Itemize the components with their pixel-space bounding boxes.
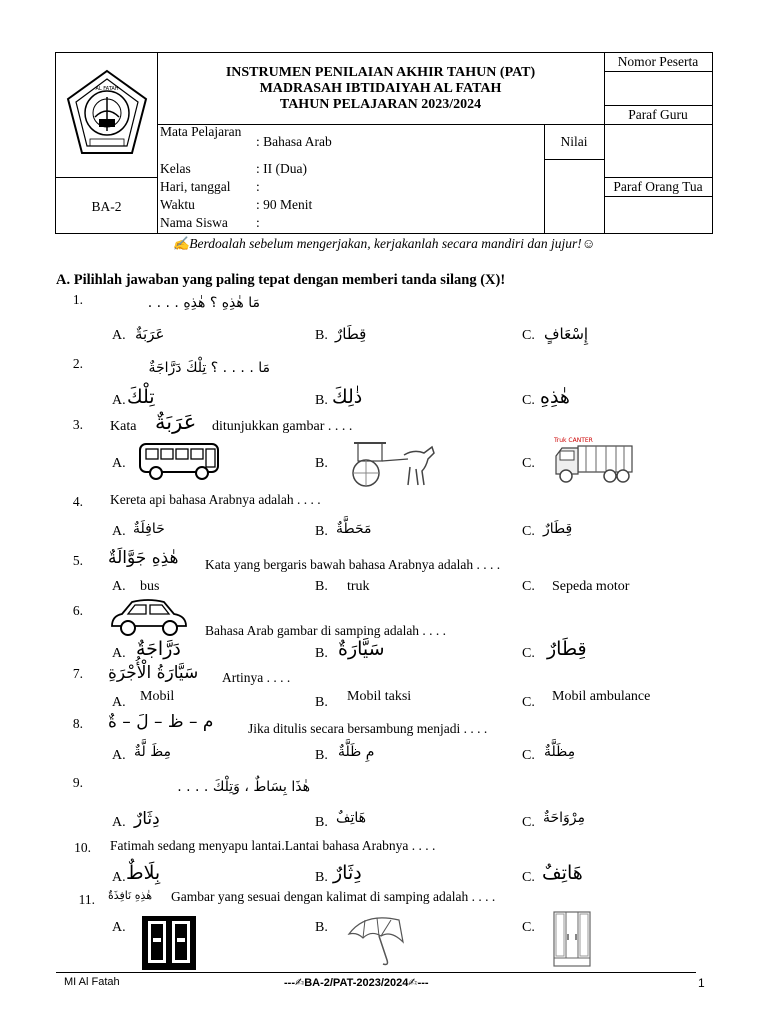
header-table [55,52,713,234]
option-letter: B. [315,524,328,539]
field-value-mapel: : Bahasa Arab [256,134,332,149]
truck-image[interactable] [552,434,634,491]
q8-text-post: Jika ditulis secara bersambung menjadi . . . . [248,721,488,736]
option-letter: C. [522,646,535,661]
paraf-guru-label: Paraf Guru [628,107,688,122]
q5-option-a[interactable]: bus [140,579,160,594]
option-letter: B. [315,815,328,830]
question-number: 5. [72,553,83,568]
q7-option-a[interactable]: Mobil [140,689,175,704]
q8-option-b[interactable]: مِ ظَلَّةٌ [338,744,375,760]
q7-text-arabic: سَيَّارَةُ الْأُجْرَةِ [108,663,199,683]
option-letter: A. [112,748,126,763]
option-letter: B. [315,870,328,885]
option-letter: A. [112,695,126,710]
title-line-2: MADRASAH IBTIDAIYAH AL FATAH [259,81,502,96]
exam-code: BA-2 [91,199,122,214]
field-value-kelas: : II (Dua) [256,161,307,176]
q7-text-post: Artinya . . . . [222,670,291,685]
option-letter: B. [315,579,328,594]
question-number: 10. [74,840,91,855]
field-label-kelas: Kelas [160,161,191,176]
q5-option-b[interactable]: truk [347,579,370,594]
footer-rule [56,972,696,973]
question-number: 11. [78,892,95,907]
option-letter: C. [522,815,535,830]
option-letter: C. [522,579,535,594]
option-letter: B. [315,646,328,661]
question-10-text: Fatimah sedang menyapu lantai.Lantai bahasa Arabnya . . . . [110,838,436,853]
q8-option-c[interactable]: مِظَلَّةٌ [544,744,576,760]
q4-option-c[interactable]: قِطَارٌ [543,521,573,537]
option-letter: B. [315,328,328,343]
field-label-waktu: Waktu [160,197,195,212]
q4-option-b[interactable]: مَحَطَّةٌ [336,521,372,537]
nomor-peserta-label: Nomor Peserta [617,54,699,69]
option-letter: B. [315,456,328,471]
school-logo [64,57,150,173]
option-letter: A. [112,920,126,935]
question-number: 8. [72,716,83,731]
field-label-nama: Nama Siswa [160,215,228,230]
q6-option-b[interactable]: سَيَّارَةٌ [338,638,385,660]
question-number: 9. [72,775,83,790]
q3-text-post: ditunjukkan gambar . . . . [212,419,353,434]
q8-text-arabic: م – ظ – لَ – ةٌ [108,712,214,732]
question-number: 4. [72,494,83,509]
title-line-1: INSTRUMEN PENILAIAN AKHIR TAHUN (PAT) [225,65,536,80]
question-number: 2. [72,356,83,371]
q5-text-arabic: هٰذِهِ جَوَّالَةٌ [108,548,179,568]
q9-option-c[interactable]: مِرْوَاحَةٌ [543,810,586,826]
option-letter: A. [112,579,126,594]
field-value-nama: : [256,215,260,230]
svg-text:AL FATAH: AL FATAH [95,86,119,92]
field-value-hari: : [256,179,260,194]
option-letter: C. [522,456,535,471]
q3-text-arabic: عَرَبَةٌ [155,410,197,434]
option-letter: B. [315,393,328,408]
q4-option-a[interactable]: حَافِلَةٌ [133,521,165,537]
q9-option-b[interactable]: هَاتِفٌ [336,810,367,826]
option-letter: A. [112,646,126,661]
option-letter: A. [112,815,126,830]
option-letter: C. [522,870,535,885]
instruction-text: ✍Berdoalah sebelum mengerjakan, kerjakanlah secara mandiri dan jujur!☺ [172,236,596,251]
window-image[interactable] [140,914,198,977]
option-letter: A. [112,328,126,343]
option-letter: C. [522,393,535,408]
question-1-text: مَا هٰذِهِ ؟ هٰذِهِ . . . . [147,295,260,311]
q1-option-b[interactable]: قِطَارٌ [335,325,367,343]
question-2-text: مَا . . . . ؟ تِلْكَ دَرَّاجَةٌ [148,360,270,376]
q10-option-c[interactable]: هَاتِفٌ [542,862,583,884]
question-4-text: Kereta api bahasa Arabnya adalah . . . . [110,492,321,507]
option-letter: C. [522,524,535,539]
paraf-ortu-label: Paraf Orang Tua [613,179,703,194]
footer-code: ---✍BA-2/PAT-2023/2024✍--- [284,977,429,989]
q9-option-a[interactable]: دِثَارٌ [134,809,160,829]
option-letter: C. [522,695,535,710]
umbrella-image[interactable] [345,912,407,973]
q2-option-b[interactable]: ذٰلِكَ [332,386,363,408]
q7-option-b[interactable]: Mobil taksi [347,689,412,704]
q10-option-a[interactable]: بِلَاطٌ [126,862,161,884]
title-line-3: TAHUN PELAJARAN 2023/2024 [279,97,482,112]
q7-option-c[interactable]: Mobil ambulance [552,689,651,704]
option-letter: B. [315,748,328,763]
option-letter: B. [315,695,328,710]
nilai-label: Nilai [560,134,588,149]
option-letter: C. [522,328,535,343]
question-number: 7. [72,666,83,681]
field-label-mapel: Mata Pelajaran [160,124,242,139]
field-label-hari: Hari, tanggal [160,179,231,194]
q6-text-post: Bahasa Arab gambar di samping adalah . . . . [205,623,447,638]
q1-option-a[interactable]: عَرَبَةٌ [135,325,165,343]
car-image [108,598,190,643]
q2-option-a[interactable]: تِلْكَ [127,386,155,408]
option-letter: A. [112,524,126,539]
field-value-waktu: : 90 Menit [256,197,313,212]
question-9-text: هٰذَا بِسَاطٌ ، وَتِلْكَ . . . . [177,779,310,795]
q8-option-a[interactable]: مِظَ لَّةٌ [134,744,172,760]
question-number: 6. [72,603,83,618]
option-letter: C. [522,748,535,763]
q1-option-c[interactable]: إِسْعَافٍ [544,325,589,343]
delman-image[interactable] [348,437,438,494]
option-letter: A. [112,393,126,408]
q6-option-c[interactable]: قِطَارٌ [547,638,587,660]
wardrobe-image[interactable] [552,910,592,973]
q5-option-c[interactable]: Sepeda motor [552,579,630,594]
q10-option-b[interactable]: دِثَارٌ [333,862,362,884]
question-number: 3. [72,417,83,432]
option-letter: C. [522,920,535,935]
footer-school: MI Al Fatah [64,976,120,988]
page-number: 1 [698,976,705,990]
q2-option-c[interactable]: هٰذِهِ [540,386,570,408]
section-title: A. Pilihlah jawaban yang paling tepat dengan memberi tanda silang (X)! [56,272,506,288]
option-letter: A. [112,870,126,885]
truck-label: Truk CANTER [554,437,593,444]
q11-text-arabic: هٰذِهِ نَافِذَةٌ [108,889,153,902]
option-letter: B. [315,920,328,935]
q5-text-post: Kata yang bergaris bawah bahasa Arabnya adalah . . . . [205,557,501,572]
question-number: 1. [72,292,83,307]
q3-text-pre: Kata [110,419,137,434]
q11-text-post: Gambar yang sesuai dengan kalimat di samping adalah . . . . [171,889,496,904]
q6-option-a[interactable]: دَرَّاجَةٌ [136,638,181,660]
option-letter: A. [112,456,126,471]
bus-image[interactable] [138,442,222,487]
